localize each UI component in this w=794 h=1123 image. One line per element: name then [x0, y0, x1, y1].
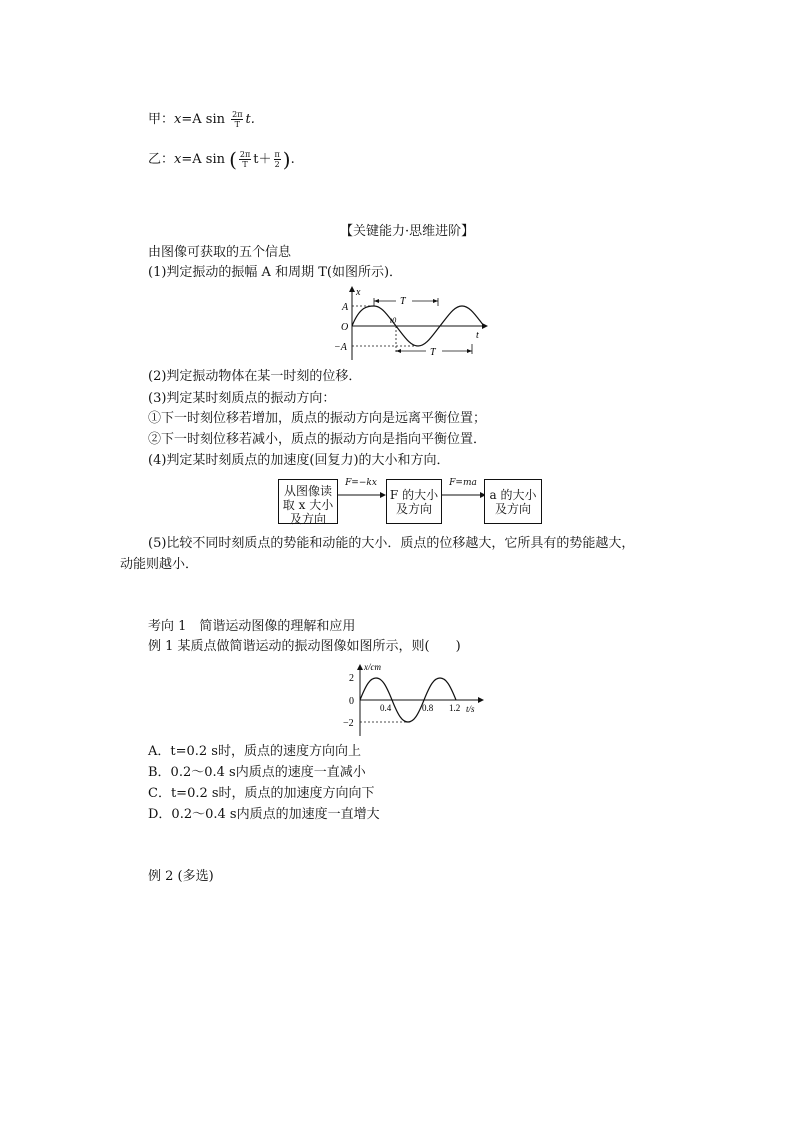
formula-yi-fraction-2: $\frac{\pi}{2}$	[274, 150, 280, 169]
graph2-x-tick-0: 0.4	[380, 703, 392, 713]
graph1-x-arrow	[349, 286, 355, 292]
flow-arrow-1	[338, 490, 386, 500]
graph1-label-negA: −A	[334, 342, 347, 353]
graph1-label-t0: t0	[390, 316, 397, 325]
item-1: (1)判定振动的振幅 A 和周期 T(如图所示)．	[148, 265, 403, 280]
formula-jia-prefix: 甲：	[148, 112, 175, 127]
item-3a: ①下一时刻位移若增加，质点的振动方向是远离平衡位置；	[148, 411, 487, 426]
item-4: (4)判定某时刻质点的加速度(回复力)的大小和方向．	[148, 453, 450, 468]
formula-jia-lhs: x	[174, 112, 182, 127]
amplitude-period-graph	[322, 284, 492, 364]
graph1-label-x: x	[356, 287, 361, 298]
formula-jia-tail: t.	[245, 112, 255, 127]
formula-yi-tail: .	[290, 152, 295, 167]
info-title: 由图像可获取的五个信息	[148, 245, 292, 260]
graph2-xlabel: t/s	[466, 704, 475, 714]
graph2-y-zero: 0	[349, 696, 354, 707]
formula-yi-lhs: x	[174, 152, 182, 167]
flow-box-force: F 的大小及方向	[386, 479, 442, 524]
flow-box-read-x: 从图像读取 x 大小及方向	[278, 479, 338, 524]
option-c: C．t=0.2 s时，质点的加速度方向向下	[148, 786, 375, 801]
example-2: 例 2 (多选)	[148, 869, 214, 884]
kaoxiang-title: 考向 1 简谐运动图像的理解和应用	[148, 619, 356, 634]
option-a: A．t=0.2 s时，质点的速度方向向上	[148, 744, 361, 759]
formula-yi-prefix: 乙：	[148, 152, 175, 167]
section-heading: 【关键能力·思维进阶】	[340, 224, 475, 239]
item-3: (3)判定某时刻质点的振动方向：	[148, 391, 336, 406]
flow-arrow2-label: F=ma	[449, 478, 477, 488]
formula-yi-fraction-1: $\frac{2\pi}{T}$	[239, 150, 251, 169]
graph1-label-T-top: T	[400, 296, 406, 307]
example-1: 例 1 某质点做简谐运动的振动图像如图所示，则( )	[148, 639, 461, 654]
flow-arrow-2	[442, 490, 486, 500]
graph2-x-tick-1: 0.8	[422, 703, 434, 713]
formula-yi-eq: =A sin	[181, 152, 230, 167]
item-5-line-2: 动能则越小．	[120, 557, 199, 572]
graph2-ylabel: x/cm	[364, 662, 381, 672]
option-b: B．0.2～0.4 s内质点的速度一直减小	[148, 765, 366, 780]
vibration-graph	[338, 660, 488, 740]
graph2-x-tick-2: 1.2	[449, 703, 461, 713]
formula-yi: 乙：x=A sin ( $\frac{2\pi}{T}$ t＋ $\frac{\pi}{2}$ ).	[148, 147, 295, 172]
formula-jia-fraction: $\frac{2\pi}{T}$	[232, 110, 243, 129]
graph1-label-T-bottom: T	[430, 347, 436, 358]
formula-yi-mid: t＋	[253, 152, 272, 167]
flow-arrow1-label: F=−kx	[345, 478, 377, 488]
formula-jia	[148, 110, 255, 129]
graph2-y-neg: −2	[343, 718, 354, 729]
item-2: (2)判定振动物体在某一时刻的位移．	[148, 369, 362, 384]
graph1-label-A: A	[342, 302, 349, 313]
formula-jia-eq: =A sin	[181, 112, 230, 127]
graph1-label-O: O	[341, 322, 349, 333]
graph1-label-t: t	[476, 330, 479, 341]
flow-box-acceleration: a 的大小及方向	[484, 479, 542, 524]
item-5-line-1: (5)比较不同时刻质点的势能和动能的大小．质点的位移越大，它所具有的势能越大，	[148, 536, 635, 551]
graph2-y-pos: 2	[349, 673, 354, 684]
item-3b: ②下一时刻位移若减小，质点的振动方向是指向平衡位置．	[148, 432, 487, 447]
option-d: D．0.2～0.4 s内质点的加速度一直增大	[148, 807, 380, 822]
